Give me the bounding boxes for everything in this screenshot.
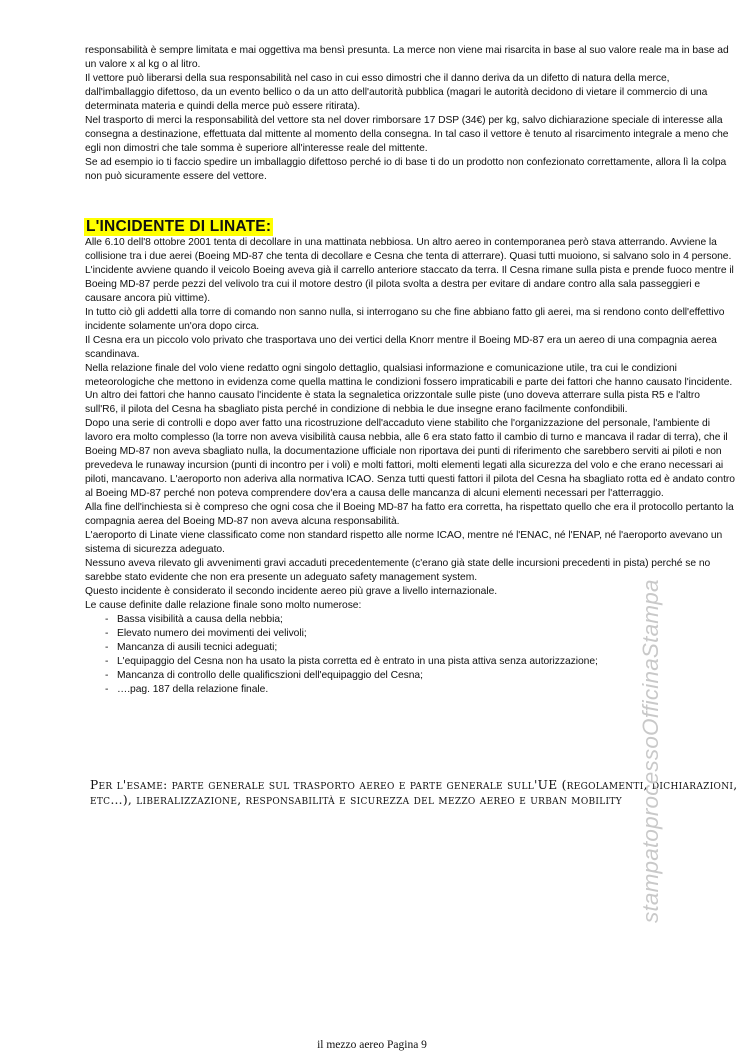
paragraph: Questo incidente è considerato il secondo incidente aereo più grave a livello internazionale. — [85, 585, 498, 597]
paragraph: Alla fine dell'inchiesta si è compreso che ogni cosa che il Boeing MD-87 ha fatto era corretta, ha rispettato quello che era il protocollo pertanto la compagnia aerea del Boeing MD-87 non aveva alcuna responsabilità. — [85, 502, 734, 528]
paragraph: Il vettore può liberarsi della sua responsabilità nel caso in cui esso dimostri che il danno deriva da un difetto di natura della merce, dall'imballaggio difettoso, da un evento bellico o da un atto dell'autorità pubblica (magari le autorità decidono di vietare il commercio di una determinata materia e quindi della merce può essere ritirata). — [85, 72, 708, 112]
paragraph: Il Cesna era un piccolo volo privato che trasportava uno dei vertici della Knorr mentre il Boeing MD-87 era un aereo di una compagnia aerea scandinava. — [85, 334, 717, 360]
list-bullet: - — [105, 669, 109, 681]
list-item-text: ….pag. 187 della relazione finale. — [117, 683, 269, 695]
paragraph: L'aeroporto di Linate viene classificato come non standard rispetto alle norme ICAO, mentre né l'ENAC, né l'ENAP, né l'aeroporto avevano un sistema di sicurezza adeguato. — [85, 530, 723, 555]
exam-note: Per l'esame: parte generale sul trasporto aereo e parte generale sull'UE (regolamenti, dichiarazioni, etc…), liberalizzazione, responsabilità e sicurezza del mezzo aereo e urban mobility — [90, 778, 738, 807]
paragraph: Nel trasporto di merci la responsabilità del vettore sta nel dover rimborsare 17 DSP (34€) per kg, salvo dichiarazione speciale di interesse alla consegna a destinazione, effettuata dal mittente al momento della consegna. In tal caso il vettore è tenuto al risarcimento integrale a meno che egli non dimostri che tale somma è superiore all'interesse reale del mittente. — [85, 114, 729, 154]
list-item-text: Mancanza di ausili tecnici adeguati; — [117, 641, 278, 653]
paragraph: Alle 6.10 dell'8 ottobre 2001 tenta di decollare in una mattinata nebbiosa. Un altro aereo in contemporanea però stava atterrando. Avviene la collisione tra i due aerei (Boeing MD-87 che tenta di decollare e Cesna che tenta di atterrare). Quasi tutti muoiono, si salvano solo in 4 persone. L'incidente avviene quando il veicolo Boeing aveva già il carrello anteriore staccato da terra. Il Cesna rimane sulla pista e prende fuoco mentre il Boeing MD-87 perde pezzi del velivolo tra cui il motore destro (il pilota svolta a destra per evitare di andare contro alla sala passeggieri e causare ancora più vittime). — [85, 237, 734, 304]
page-footer: il mezzo aereo Pagina 9 — [317, 1039, 427, 1051]
paragraph: responsabilità è sempre limitata e mai oggettiva ma bensì presunta. La merce non viene mai risarcita in base al suo valore reale ma in base ad un valore x al kg o al litro. — [85, 45, 729, 70]
list-bullet: - — [105, 627, 109, 639]
paragraph: Nella relazione finale del volo viene redatto ogni singolo dettaglio, qualsiasi informazione e comunicazione utile, tra cui le condizioni meteorologiche che mettono in evidenza come quella mattina le condizioni fossero impraticabili e parte dei fattori che hanno causato l'incidente. Un altro dei fattori che hanno causato l'incidente è stata la segnaletica orizzontale sulle piste (uno doveva atterrare sulla pista R5 e l'altro sull'R6, il pilota del Cesna ha sbagliato pista perché in condizione di nebbia le due insegne erano facilmente confondibili. — [85, 362, 733, 416]
list-item-text: Elevato numero dei movimenti dei velivoli; — [117, 627, 307, 639]
paragraph: Le cause definite dalle relazione finale sono molto numerose: — [85, 599, 362, 611]
list-bullet: - — [105, 641, 109, 653]
list-item-text: Mancanza di controllo delle qualificszioni dell'equipaggio del Cesna; — [117, 669, 423, 681]
list-bullet: - — [105, 613, 109, 625]
watermark: stampatoprocessoOfficinaStampa — [638, 579, 663, 923]
paragraph: Nessuno aveva rilevato gli avvenimenti gravi accaduti precedentemente (c'erano già state delle incursioni precedenti in pista) perché se no sarebbe stato evidente che non era presente un adeguato safety management system. — [85, 557, 711, 583]
list-bullet: - — [105, 683, 109, 695]
paragraph: In tutto ciò gli addetti alla torre di comando non sanno nulla, si interrogano su che fine abbiano fatto gli aerei, ma si rendono conto dell'effettivo incidente solamente un'ora dopo circa. — [85, 306, 725, 332]
section-title: L'INCIDENTE DI LINATE: — [86, 218, 272, 235]
list-bullet: - — [105, 655, 109, 667]
liability-text — [85, 44, 735, 184]
paragraph: Dopo una serie di controlli e dopo aver fatto una ricostruzione dell'accaduto viene stabilito che l'organizzazione del personale, l'ambiente di lavoro era molto complesso (la torre non aveva visibilità causa nebbia, alle 6 era stato fatto il cambio di turno e mancava il radar di terra), che il Boeing MD-87 non aveva sbagliato nulla, la documentazione ufficiale non riportava dei punti di riferimento che sarebbero serviti ai piloti e non prevedeva le runaway incursion (punti di incontro per i voli) e molti fattori, molti elementi legati alla sicurezza del volo e che erano necessari ai piloti, mancavano. L'aeroporto non aderiva alla normativa ICAO. Senza tutti questi fattori il pilota del Cesna ha sbagliato rotta ed è andato contro al Boeing MD-87 perché non poteva comprendere dov'era a causa delle mancanza di alcuni elementi necessari per l'atterraggio. — [85, 418, 735, 500]
list-item-text: L'equipaggio del Cesna non ha usato la pista corretta ed è entrato in una pista attiva senza autorizzazione; — [117, 655, 598, 667]
list-item-text: Bassa visibilità a causa della nebbia; — [117, 613, 283, 625]
paragraph: Se ad esempio io ti faccio spedire un imballaggio difettoso perché io di base ti do un prodotto non confezionato correttamente, allora lì la colpa non può sicuramente essere del vettore. — [85, 156, 727, 182]
